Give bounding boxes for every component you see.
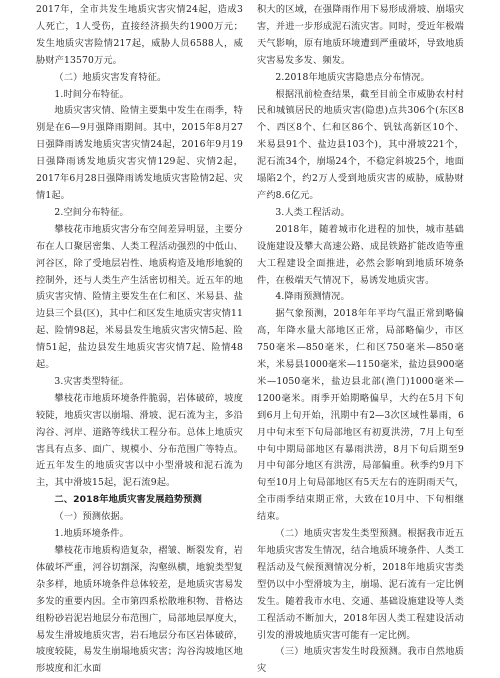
- right-column: [257, 2, 464, 675]
- paragraph: 地质灾害灾情、险情主要集中发生在雨季，特别是在6—9月强降雨期间。其中，2015年8月27日强降雨诱发地质灾害灾情24起，2016年9月19日强降雨诱发地质灾害灾情129起、灾情2起，2017年6月28日强降雨诱发地质灾害险情2起、灾情1起。: [36, 105, 243, 201]
- subheading-paragraph: 3.人类工程活动。: [275, 206, 350, 218]
- paragraph: 攀枝花市地质环境条件脆弱，岩体破碎，坡度较陡，地质灾害以崩塌、滑坡、泥石流为主，多沿沟谷、河岸、道路等线状工程分布。总体上地质灾害具有点多、面广、规模小、分布范围广等特点。近五年发生的地质灾害以中小型滑坡和泥石流为主，其中滑坡15起，泥石流9起。: [36, 392, 243, 489]
- section-heading: 二、2018年地质灾害发展趋势预测: [54, 494, 202, 506]
- subheading-paragraph: （二）地质灾害发育特征。: [54, 71, 167, 83]
- paragraph: 攀枝花市地质构造复杂，褶皱、断裂发育，岩体破坏严重，河谷切割深，沟壑纵横，地貌类型复杂多样，地质环境条件总体较差，是地质灾害易发多发的重要内因。全市第四系松散堆积物、昔格达组粉砂岩泥岩地层分布范围广，局部地层厚度大，易发生滑坡地质灾害，岩石地层分布区岩体破碎，坡度较陡，易发生崩塌地质灾害；沟谷沟坡地区地形坡度和汇水面: [36, 545, 243, 675]
- subheading-paragraph: 2.空间分布特征。: [54, 206, 129, 218]
- left-column: [36, 2, 243, 675]
- subheading-paragraph: （二）地质灾害发生类型预测。根据我市近五年地质灾害发生情况，结合地质环境条件、人类工程活动及气候预测情况分析，2018年地质灾害类型仍以中小型滑坡为主，崩塌、泥石流有一定比例发生。随着我市水电、交通、基础设施建设等人类工程活动不断加大，2018年因人类工程建设活动引发的滑坡地质灾害可能有一定比例。: [257, 528, 464, 641]
- subheading-paragraph: 4.降雨预测情况。: [275, 291, 350, 303]
- paragraph: 根据汛前检查结果，截至目前全市威胁农村村民和城镇居民的地质灾害(隐患)点共306个(东区8个、西区8个、仁和区86个、钒钛高新区10个、米易县91个、盐边县103个)，其中滑坡221个，泥石流34个，崩塌24个，不稳定斜坡25个，地面塌陷2个，约2万人受到地质灾害的威胁，威胁财产约8.6亿元。: [257, 88, 464, 201]
- paragraph: 2018年，随着城市化进程的加快，城市基础设施建设及攀大高速公路、成昆铁路扩能改造等重大工程建设全面推进，必然会影响到地质环境条件，在极端天气情况下，易诱发地质灾害。: [257, 223, 464, 286]
- subheading-paragraph: 3.灾害类型特征。: [54, 375, 129, 387]
- subheading-paragraph: （三）地质灾害发生时段预测。我市自然地质灾: [257, 646, 464, 675]
- paragraph: 据气象预测，2018年年平均气温正常到略偏高，年降水量大部地区正常，局部略偏少，市区750毫米—850毫米，仁和区750毫米—850毫米，米易县1000毫米—1150毫米，盐边县900毫米—1050毫米，盐边县北部(渔门)1000毫米—1200毫米。雨季开始期略偏早，大约在5月下旬到6月上旬开始，汛期中有2—3次区域性暴雨，6月中旬末至下旬局部地区有初夏洪涝，7月上旬至中旬中期局部地区有暴雨洪涝，8月下旬后期至9月中旬部分地区有洪涝，局部偏重。秋季约9月下旬至10月上旬局部地区有5天左右的连阴雨天气，全市雨季结束期正常，大致在10月中、下旬相继结束。: [257, 308, 464, 523]
- subheading-paragraph: 2.2018年地质灾害隐患点分布情况。: [275, 71, 430, 83]
- paragraph: 攀枝花市地质灾害分布空间差异明显，主要分布在人口聚居密集、人类工程活动强烈的中低山、河谷区，除了受地层岩性、地质构造及地形地貌的控制外，还与人类生产生活密切相关。近五年的地质灾害灾情、险情主要发生在仁和区、米易县、盐边县三个县(区)，其中仁和区发生地质灾害灾情11起、险情98起，米易县发生地质灾害灾情5起、险情51起，盐边县发生地质灾害灾情7起、险情48起。: [36, 223, 243, 371]
- subheading-paragraph: 1.时间分布特征。: [54, 88, 129, 100]
- subheading-paragraph: （一）预测依据。: [54, 511, 130, 523]
- continued-paragraph: 积大的区域，在强降雨作用下易形成滑坡、崩塌灾害，并进一步形成泥石流灾害。同时，受近年极端天气影响，原有地质环境遭到严重破坏，导致地质灾害易发多发、频发。: [257, 4, 464, 66]
- subheading-paragraph: 1.地质环境条件。: [54, 528, 129, 540]
- continued-paragraph: 2017年，全市共发生地质灾害灾情24起，造成3人死亡，1人受伤，直接经济损失约1900万元；发生地质灾害险情217起，威胁人员6588人，威胁财产13570万元。: [36, 4, 243, 66]
